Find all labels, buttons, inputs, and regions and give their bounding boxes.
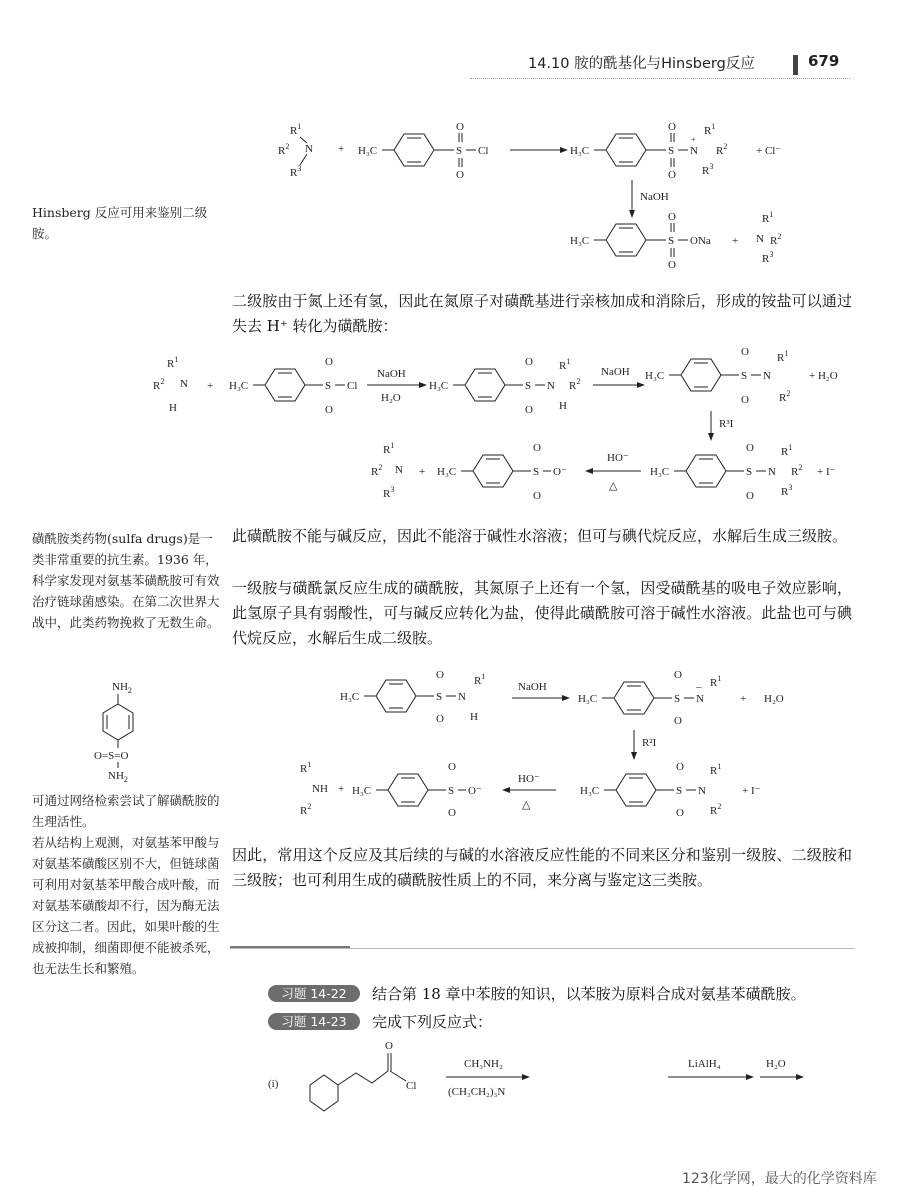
svg-text:+ I⁻: + I⁻	[817, 466, 836, 478]
svg-text:O: O	[668, 211, 676, 223]
exercise-tag-14-23: 习题 14-23	[268, 1013, 360, 1030]
svg-text:+ H₂O: + H₂O	[809, 370, 838, 382]
svg-text:R3: $R^3$	[781, 483, 793, 498]
svg-text:N: N	[763, 370, 771, 382]
paragraph-conclusion: 因此，常用这个反应及其后续的与碱的水溶液反应性能的不同来区分和鉴别一级胺、二级胺和三级胺；也可利用生成的磺酰胺性质上的不同，来分离与鉴定这三类胺。	[232, 846, 852, 889]
running-header-title: 14.10 胺的酰基化与Hinsberg反应	[528, 56, 755, 72]
svg-text:O: O	[668, 121, 676, 133]
svg-text:O: O	[525, 404, 533, 416]
svg-text:O: O	[533, 490, 541, 502]
svg-text:(i): (i)	[268, 1078, 279, 1090]
svg-text:O: O	[746, 490, 754, 502]
sulfonyl-label: O=S=O	[94, 750, 129, 762]
sulfanilamide-structure	[80, 676, 180, 786]
svg-text:O: O	[668, 169, 676, 181]
svg-text:R2: $R^2$	[779, 389, 791, 404]
svg-text:S: S	[741, 370, 748, 382]
svg-text:R3: $R^3$	[702, 162, 714, 177]
svg-text:R1: $R^1$	[710, 762, 722, 777]
svg-text:+: +	[419, 466, 426, 478]
svg-text:N: N	[547, 380, 555, 392]
svg-text:N: N	[690, 145, 698, 157]
sidebar-note-search: 可通过网络检索尝试了解磺酰胺的生理活性。	[32, 793, 220, 829]
svg-text:R3: $R^3$	[290, 164, 302, 179]
svg-text:R²I: R²I	[642, 737, 657, 749]
paragraph-no-base-reaction: 此磺酰胺不能与碱反应，因此不能溶于碱性水溶液；但可与碘代烷反应，水解后生成三级胺。	[232, 527, 848, 545]
svg-text:NH: NH	[312, 783, 328, 795]
svg-text:N: N	[696, 693, 704, 705]
svg-text:HO⁻: HO⁻	[607, 452, 629, 464]
svg-text:+: +	[338, 783, 345, 795]
svg-text:O: O	[746, 442, 754, 454]
svg-text:S: S	[325, 380, 332, 392]
svg-text:N: N	[458, 691, 466, 703]
svg-text:H₃C: H₃C	[578, 693, 598, 705]
svg-text:H: H	[169, 402, 177, 414]
svg-text:NaOH: NaOH	[377, 368, 406, 380]
sidebar-note-folic-acid: 若从结构上观测，对氨基苯甲酸与对氨基苯磺酸区别不大，但链球菌可利用对氨基苯甲酸合成叶酸，而对氨基苯磺酸却不行，因为酶无法区分这二者。因此，如果叶酸的生成被抑制，细菌即便不能被杀死，也无法生长和繁殖。	[32, 835, 220, 976]
svg-text:N: N	[768, 466, 776, 478]
exercise-text-14-22: 结合第 18 章中苯胺的知识，以苯胺为原料合成对氨基苯磺酰胺。	[372, 985, 806, 1003]
svg-text:H₃C: H₃C	[650, 466, 670, 478]
svg-text:+: +	[732, 235, 739, 247]
svg-text:R3: $R^3$	[383, 485, 395, 500]
svg-text:LiAlH₄: LiAlH₄	[688, 1058, 721, 1070]
svg-text:R2: $R^2$	[278, 142, 290, 157]
svg-text:HO⁻: HO⁻	[518, 773, 540, 785]
svg-text:R2: $R^2$	[153, 377, 165, 392]
svg-text:O: O	[741, 394, 749, 406]
svg-text:O: O	[533, 442, 541, 454]
svg-text:H₃C: H₃C	[340, 691, 360, 703]
nh2-top-label: $NH_2$	[112, 681, 132, 695]
svg-text:O: O	[436, 669, 444, 681]
svg-text:R3: $R^3$	[762, 250, 774, 265]
svg-text:H: H	[559, 400, 567, 412]
svg-text:R2: $R^2$	[710, 802, 722, 817]
header-rule	[470, 78, 850, 79]
svg-text:NaOH: NaOH	[640, 191, 669, 203]
svg-text:(CH₃CH₂)₃N: (CH₃CH₂)₃N	[448, 1086, 506, 1098]
paragraph-primary-amine: 一级胺与磺酰氯反应生成的磺酰胺，其氮原子上还有一个氢，因受磺酰基的吸电子效应影响，此氢原子具有弱酸性，可与碱反应转化为盐，使得此磺酰胺可溶于碱性水溶液。此盐也可与碘代烷反应，水解后生成二级胺。	[232, 579, 852, 647]
footer-watermark: 123化学网，最大的化学资料库	[682, 1171, 877, 1187]
svg-text:N: N	[180, 378, 188, 390]
svg-text:H₃C: H₃C	[437, 466, 457, 478]
svg-text:O: O	[325, 356, 333, 368]
svg-text:R1: $R^1$	[300, 760, 312, 775]
svg-text:S: S	[668, 145, 675, 157]
svg-text:O: O	[448, 807, 456, 818]
svg-text:+ Cl⁻: + Cl⁻	[756, 145, 782, 157]
svg-text:Cl: Cl	[406, 1080, 417, 1092]
svg-text:R1: $R^1$	[777, 349, 789, 364]
nh2-bottom-label: $NH_2$	[108, 770, 128, 784]
svg-text:R2: $R^2$	[770, 232, 782, 247]
header-divider-bar	[793, 55, 798, 75]
svg-text:R2: $R^2$	[569, 377, 581, 392]
svg-text:R1: $R^1$	[762, 210, 774, 225]
svg-text:O: O	[456, 121, 464, 133]
svg-text:H₃C: H₃C	[429, 380, 449, 392]
svg-text:H₃C: H₃C	[570, 145, 590, 157]
svg-text:R1: $R^1$	[290, 122, 302, 137]
svg-text:R2: $R^2$	[716, 142, 728, 157]
sidebar-note-hinsberg: Hinsberg 反应可用来鉴别二级胺。	[32, 205, 208, 241]
svg-text:+: +	[338, 143, 345, 155]
cyclohexane-ring	[310, 1075, 338, 1111]
exercise-text-14-23: 完成下列反应式：	[372, 1013, 493, 1031]
svg-text:R1: $R^1$	[559, 357, 571, 372]
svg-text:O⁻: O⁻	[468, 785, 482, 797]
svg-text:R1: $R^1$	[704, 122, 716, 137]
svg-text:ONa: ONa	[690, 235, 711, 247]
svg-text:O: O	[325, 404, 333, 416]
svg-text:O: O	[674, 669, 682, 681]
svg-text:N: N	[756, 233, 764, 245]
svg-text:R2: $R^2$	[791, 463, 803, 478]
svg-text:N: N	[305, 143, 313, 155]
svg-text:S: S	[448, 785, 455, 797]
svg-text:O: O	[741, 346, 749, 358]
svg-text:H: H	[470, 711, 478, 723]
svg-text:S: S	[525, 380, 532, 392]
svg-text:R2: $R^2$	[300, 802, 312, 817]
svg-text:–: –	[696, 681, 702, 693]
paragraph-secondary-amine: 二级胺由于氮上还有氢，因此在氮原子对磺酰基进行亲核加成和消除后，形成的铵盐可以通过失去 H⁺ 转化为磺酰胺：	[232, 292, 852, 335]
svg-text:Cl: Cl	[347, 380, 358, 392]
svg-text:O: O	[448, 761, 456, 773]
svg-text:S: S	[676, 785, 683, 797]
svg-text:S: S	[674, 693, 681, 705]
exercise-tag-14-22: 习题 14-22	[268, 985, 360, 1002]
svg-text:S: S	[668, 235, 675, 247]
svg-text:H₃C: H₃C	[229, 380, 249, 392]
svg-text:R1: $R^1$	[474, 672, 486, 687]
svg-text:CH₃NH₂: CH₃NH₂	[464, 1058, 503, 1070]
svg-text:O: O	[456, 169, 464, 181]
svg-text:O: O	[525, 356, 533, 368]
svg-text:△: △	[609, 480, 618, 492]
svg-text:R1: $R^1$	[781, 443, 793, 458]
scheme-secondary-amine	[145, 345, 865, 515]
svg-text:N: N	[698, 785, 706, 797]
svg-text:H₃C: H₃C	[580, 785, 600, 797]
svg-text:S: S	[436, 691, 443, 703]
svg-text:O: O	[676, 807, 684, 818]
svg-text:NaOH: NaOH	[601, 366, 630, 378]
svg-text:H₃C: H₃C	[358, 145, 378, 157]
svg-text:R1: $R^1$	[167, 355, 179, 370]
svg-text:H₃C: H₃C	[570, 235, 590, 247]
svg-text:R2: $R^2$	[371, 463, 383, 478]
svg-text:H₃C: H₃C	[352, 785, 372, 797]
svg-text:S: S	[533, 466, 540, 478]
svg-text:S: S	[456, 145, 463, 157]
svg-text:O: O	[436, 713, 444, 725]
scheme-tertiary-amine	[270, 110, 860, 280]
svg-text:O: O	[674, 715, 682, 727]
svg-text:H₂O: H₂O	[381, 392, 401, 404]
svg-text:NaOH: NaOH	[518, 681, 547, 693]
svg-text:+: +	[740, 693, 747, 705]
svg-text:N: N	[395, 464, 403, 476]
svg-text:O: O	[385, 1040, 393, 1052]
svg-text:O: O	[676, 761, 684, 773]
svg-text:H₂O: H₂O	[764, 693, 784, 705]
svg-text:H₃C: H₃C	[645, 370, 665, 382]
svg-text:R1: $R^1$	[383, 441, 395, 456]
svg-text:O: O	[668, 259, 676, 271]
exercise-separator	[230, 948, 855, 949]
svg-text:O⁻: O⁻	[553, 466, 567, 478]
sidebar-note-sulfa-drugs: 磺酰胺类药物(sulfa drugs)是一类非常重要的抗生素。1936 年，科学家发现对氨基苯磺酰胺可有效治疗链球菌感染。在第二次世界大战中，此类药物挽救了无数生命。	[32, 531, 220, 630]
svg-text:H₂O: H₂O	[766, 1058, 786, 1070]
svg-text:+ I⁻: + I⁻	[742, 785, 761, 797]
svg-text:R³I: R³I	[719, 418, 734, 430]
page-number: 679	[808, 52, 840, 70]
svg-text:R1: $R^1$	[710, 674, 722, 689]
svg-text:Cl: Cl	[478, 145, 489, 157]
svg-text:△: △	[522, 799, 531, 811]
scheme-primary-amine	[290, 668, 850, 818]
svg-text:+: +	[207, 380, 214, 392]
svg-text:S: S	[746, 466, 753, 478]
svg-text:+: +	[691, 135, 696, 144]
exercise-reaction-i	[260, 1035, 820, 1135]
